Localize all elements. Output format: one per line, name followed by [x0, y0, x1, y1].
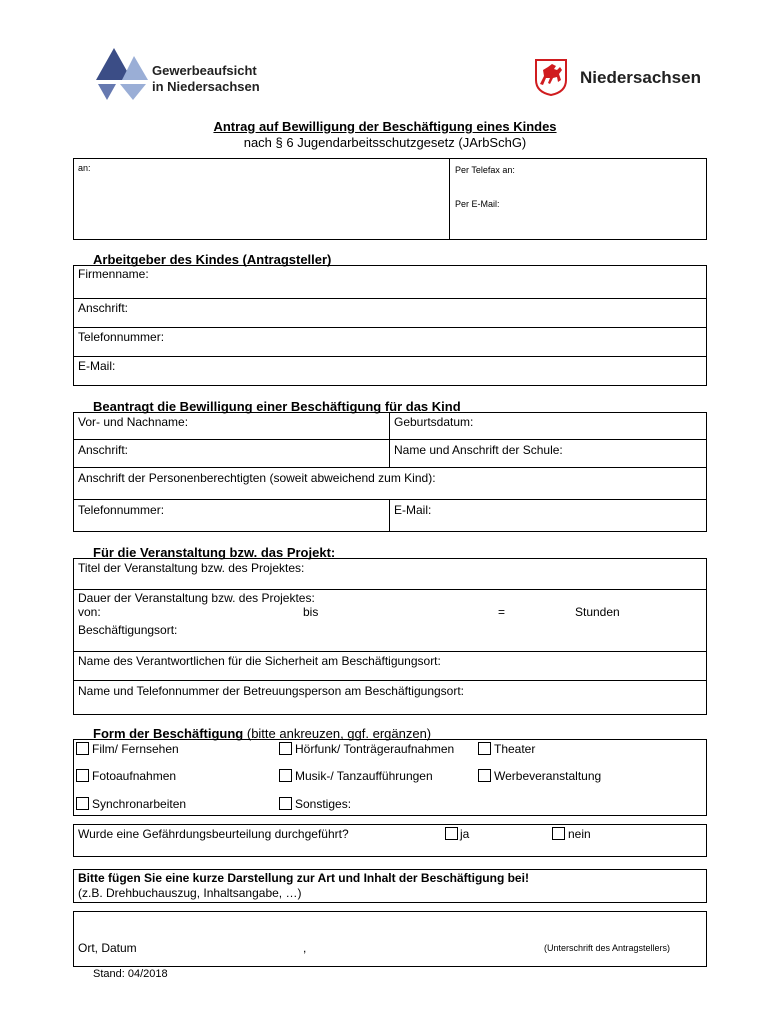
checkbox-other[interactable]: [279, 797, 292, 810]
place-date-label: Ort, Datum: [78, 941, 137, 955]
option-photo-label: Fotoaufnahmen: [92, 769, 177, 783]
checkbox-film[interactable]: [76, 742, 89, 755]
signature-box: [73, 911, 707, 967]
event-hours-label: Stunden: [575, 605, 620, 619]
recipient-label: an:: [78, 163, 91, 173]
option-other-label: Sonstiges:: [295, 797, 352, 811]
employment-place-label: Beschäftigungsort:: [78, 623, 178, 637]
triangle-logo-icon: [94, 46, 150, 102]
employer-section: [73, 265, 707, 386]
child-school-label: Name und Anschrift der Schule:: [394, 443, 563, 457]
child-phone-label: Telefonnummer:: [78, 503, 165, 517]
title-line-2: nach § 6 Jugendarbeitsschutzgesetz (JArbSchG): [243, 135, 527, 150]
no-label: nein: [568, 827, 591, 841]
child-address-label: Anschrift:: [78, 443, 129, 457]
employer-phone-label: Telefonnummer:: [78, 330, 165, 344]
checkbox-music-dance[interactable]: [279, 769, 292, 782]
employer-email-label: E-Mail:: [78, 359, 116, 373]
checkbox-yes[interactable]: [445, 827, 458, 840]
checkbox-radio-recording[interactable]: [279, 742, 292, 755]
horse-crest-icon: [534, 58, 568, 96]
signature-comma: ,: [303, 941, 307, 955]
child-heading: Beantragt die Bewilligung einer Beschäftigung für das Kind: [93, 399, 461, 414]
employer-address-label: Anschrift:: [78, 301, 129, 315]
checkbox-dubbing[interactable]: [76, 797, 89, 810]
checkbox-advertising[interactable]: [478, 769, 491, 782]
logo-line-2: in Niedersachsen: [152, 79, 260, 94]
company-name-label: Firmenname:: [78, 267, 149, 281]
event-equals-label: =: [498, 605, 506, 619]
option-music-label: Musik-/ Tanzaufführungen: [295, 769, 433, 783]
caretaker-label: Name und Telefonnummer der Betreuungsperson am Beschäftigungsort:: [78, 684, 464, 698]
niedersachsen-logo: [534, 58, 714, 100]
form-version-label: Stand: 04/2018: [93, 968, 168, 980]
checkbox-no[interactable]: [552, 827, 565, 840]
checkbox-theater[interactable]: [478, 742, 491, 755]
form-title: [0, 119, 770, 134]
event-heading: Für die Veranstaltung bzw. das Projekt:: [93, 545, 336, 560]
child-birthdate-label: Geburtsdatum:: [394, 415, 474, 429]
event-from-label: von:: [78, 605, 101, 619]
signature-label: (Unterschrift des Antragstellers): [544, 943, 671, 953]
form-type-heading-note: (bitte ankreuzen, ggf. ergänzen): [243, 726, 432, 741]
risk-assessment-question: Wurde eine Gefährdungsbeurteilung durchgeführt?: [78, 827, 349, 841]
option-radio-label: Hörfunk/ Tonträgeraufnahmen: [295, 742, 455, 756]
fax-label: Per Telefax an:: [455, 165, 515, 175]
email-recipient-label: Per E-Mail:: [455, 199, 500, 209]
gewerbeaufsicht-logo: [94, 46, 274, 102]
safety-responsible-label: Name des Verantwortlichen für die Sicherheit am Beschäftigungsort:: [78, 654, 441, 668]
recipient-field[interactable]: [78, 178, 442, 235]
employer-heading: Arbeitgeber des Kindes (Antragsteller): [93, 252, 332, 267]
option-advertising-label: Werbeveranstaltung: [494, 769, 602, 783]
guardian-address-label: Anschrift der Personenberechtigten (soweit abweichend zum Kind):: [78, 471, 436, 485]
logo-line-1: Gewerbeaufsicht: [152, 63, 257, 78]
form-type-heading-bold: Form der Beschäftigung: [93, 726, 244, 741]
title-line-1: Antrag auf Bewilligung der Beschäftigung eines Kindes: [213, 119, 557, 134]
checkbox-photo[interactable]: [76, 769, 89, 782]
form-subtitle: [0, 135, 770, 150]
event-until-label: bis: [303, 605, 319, 619]
child-email-label: E-Mail:: [394, 503, 432, 517]
niedersachsen-text: Niedersachsen: [580, 68, 701, 87]
option-film-label: Film/ Fernsehen: [92, 742, 179, 756]
description-example: (z.B. Drehbuchauszug, Inhaltsangabe, …): [78, 886, 302, 900]
option-theater-label: Theater: [494, 742, 536, 756]
event-title-label: Titel der Veranstaltung bzw. des Projektes:: [78, 561, 305, 575]
option-dubbing-label: Synchronarbeiten: [92, 797, 187, 811]
yes-label: ja: [460, 827, 470, 841]
event-duration-label: Dauer der Veranstaltung bzw. des Projektes:: [78, 591, 315, 605]
child-name-label: Vor- und Nachname:: [78, 415, 189, 429]
description-instruction: Bitte fügen Sie eine kurze Darstellung zur Art und Inhalt der Beschäftigung bei!: [78, 871, 529, 885]
